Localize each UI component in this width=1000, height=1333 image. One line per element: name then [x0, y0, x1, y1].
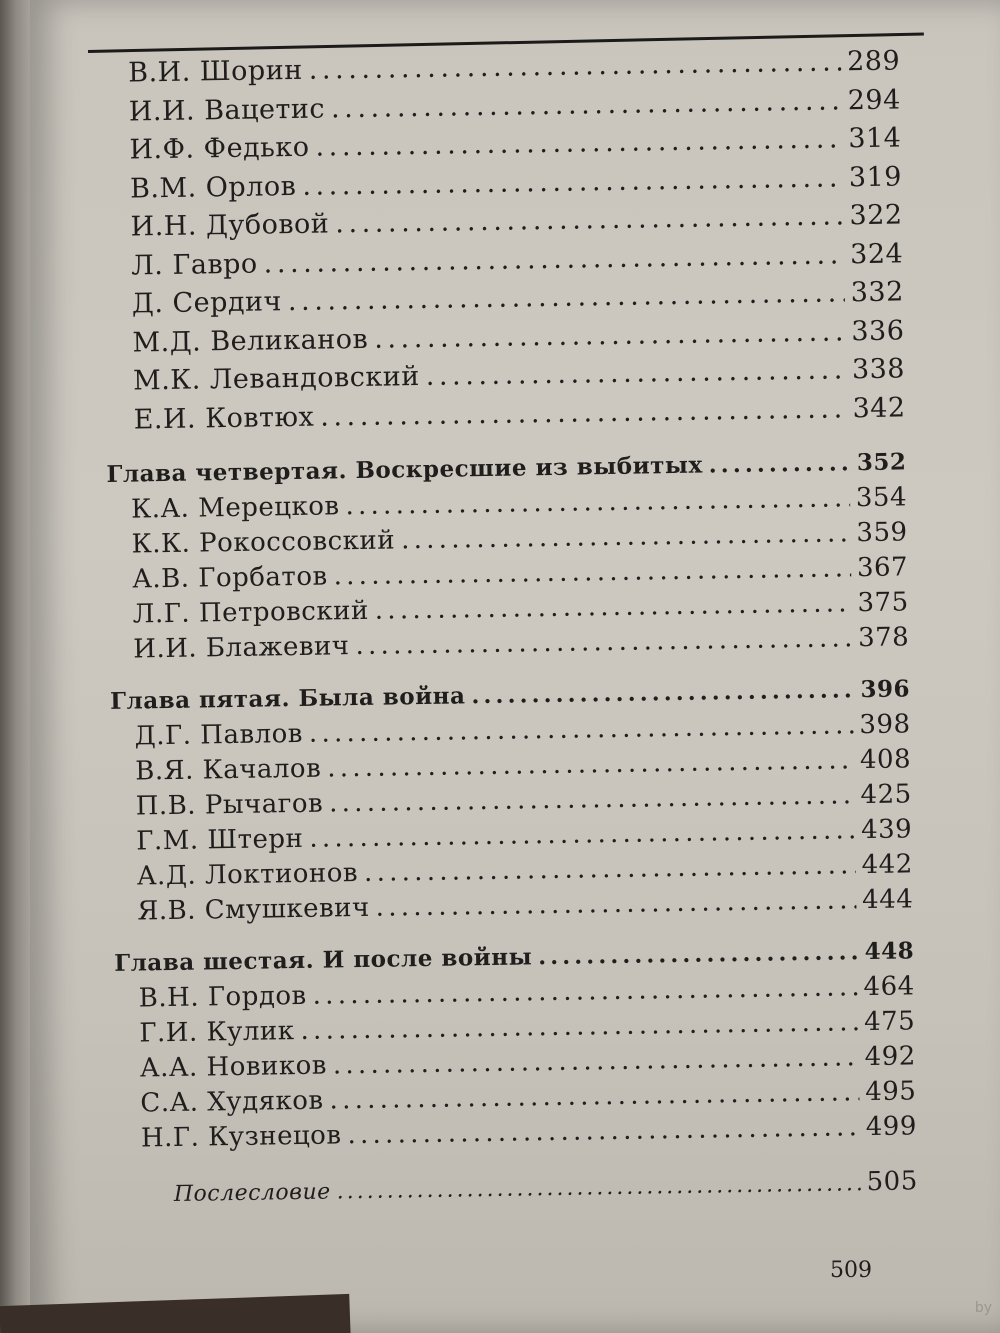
toc-entry: И.Ф. Федько . . . 314 [101, 122, 902, 173]
toc-entry: К.А. Мерецков . . . 354 [107, 482, 907, 530]
toc-entry: Г.И. Кулик . . . 475 [115, 1006, 915, 1054]
epilogue-entry: Послесловие . . . 505 [118, 1166, 919, 1217]
toc-section-continued [100, 45, 906, 443]
toc-entry: В.Я. Качалов . . . 408 [111, 744, 911, 792]
chapter-heading: Глава пятая. Была война . . . 396 [110, 675, 910, 722]
toc-entry: Л.Г. Петровский . . . 375 [109, 587, 909, 635]
toc-entry: Г.М. Штерн . . . 439 [112, 814, 912, 862]
toc-entry: В.И. Шорин . . . 289 [100, 45, 901, 96]
toc-entry: Л. Гавро . . . 324 [103, 238, 904, 289]
chapter-heading: Глава шестая. И после войны . . . 448 [114, 937, 914, 984]
toc-entry: И.Н. Дубовой . . . 322 [102, 199, 903, 250]
toc-entry: И.И. Блажевич . . . 378 [109, 622, 909, 670]
toc-entry: И.И. Вацетис . . . 294 [101, 84, 902, 135]
toc-entry: П.В. Рычагов . . . 425 [112, 779, 912, 827]
table-of-contents [100, 45, 918, 1217]
page-number: 509 [830, 1258, 872, 1283]
toc-entry: Н.Г. Кузнецов . . . 499 [117, 1111, 917, 1159]
toc-entry: М.Д. Великанов . . . 336 [104, 315, 905, 366]
toc-entry: В.Н. Гордов . . . 464 [115, 971, 915, 1019]
chapter-heading: Глава четвертая. Воскресшие из выбитых . . . 352 [106, 448, 906, 495]
toc-entry: С.А. Худяков . . . 495 [116, 1076, 916, 1124]
toc-entry: А.Д. Локтионов . . . 442 [113, 849, 913, 897]
toc-entry: Д.Г. Павлов . . . 398 [110, 709, 910, 757]
watermark: by [974, 1300, 992, 1316]
toc-chapter-5 [110, 675, 914, 932]
toc-entry: А.В. Горбатов . . . 367 [108, 552, 908, 600]
toc-entry: М.К. Левандовский . . . 338 [105, 353, 906, 404]
toc-entry: В.М. Орлов . . . 319 [102, 161, 903, 212]
toc-entry: Я.В. Смушкевич . . . 444 [113, 884, 913, 932]
toc-chapter-6 [114, 937, 917, 1159]
toc-entry: А.А. Новиков . . . 492 [116, 1041, 916, 1089]
toc-chapter-4 [106, 448, 909, 670]
toc-entry: К.К. Рокоссовский . . . 359 [107, 517, 907, 565]
toc-entry: Е.И. Ковтюх . . . 342 [105, 392, 906, 443]
toc-entry: Д. Сердич . . . 332 [104, 276, 905, 327]
